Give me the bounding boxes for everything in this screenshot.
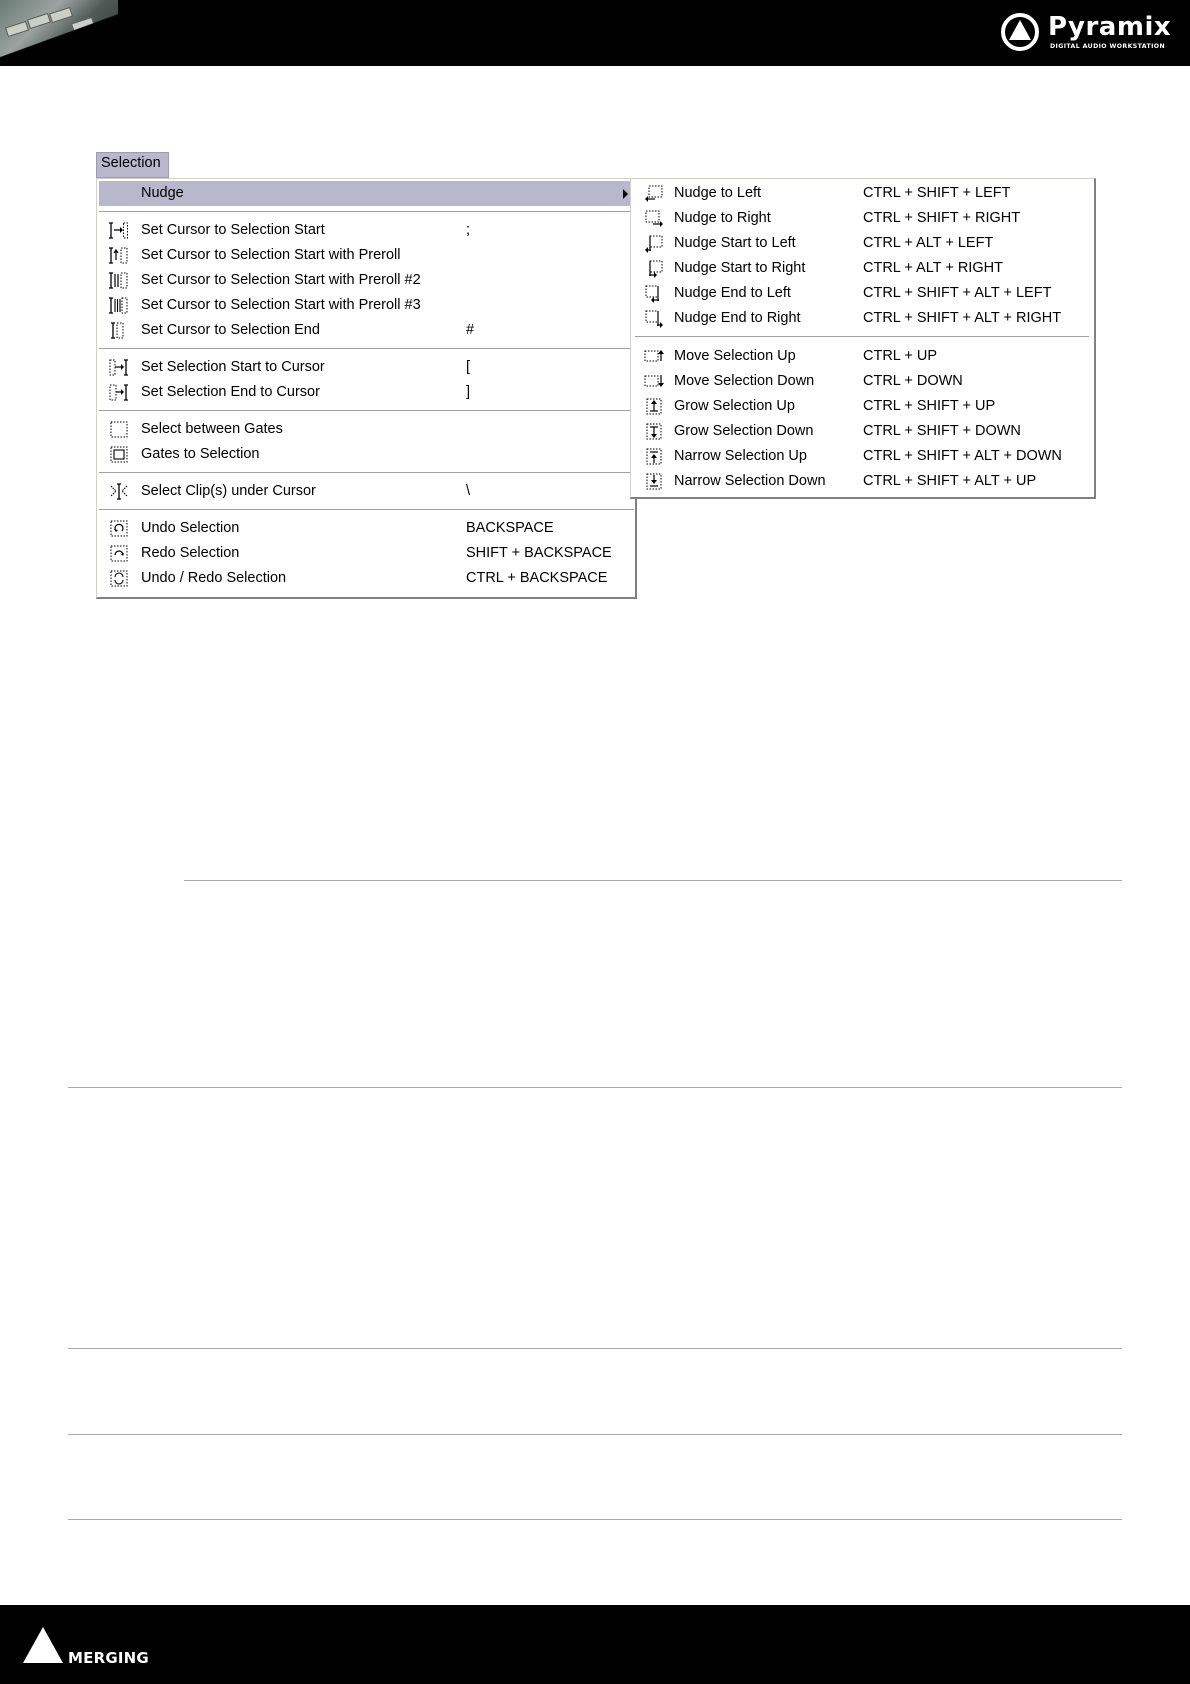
menu-item-label: Set Selection Start to Cursor bbox=[141, 359, 325, 375]
menu-item-shortcut: SHIFT + BACKSPACE bbox=[466, 545, 612, 561]
submenu-separator bbox=[635, 336, 1089, 338]
submenu-item-shortcut: CTRL + ALT + RIGHT bbox=[863, 260, 1003, 276]
page-rule bbox=[184, 880, 1122, 881]
select-between-gates-icon bbox=[109, 420, 129, 439]
menu-item-select-clips-under-cursor[interactable] bbox=[99, 479, 634, 504]
menu-item-label: Undo / Redo Selection bbox=[141, 570, 287, 586]
gates-to-selection-icon bbox=[109, 445, 129, 464]
nudge-start-left-icon bbox=[644, 234, 664, 253]
page-rule bbox=[68, 1519, 1122, 1520]
mixing-console-photo bbox=[0, 0, 118, 60]
menu-item-redo-selection[interactable] bbox=[99, 541, 634, 566]
selection-start-to-cursor-icon bbox=[109, 358, 129, 377]
move-selection-down-icon bbox=[644, 372, 664, 391]
submenu-item-shortcut: CTRL + ALT + LEFT bbox=[863, 235, 994, 251]
menu-item-set-cursor-to-selection-start-with-preroll-3[interactable] bbox=[99, 293, 634, 318]
submenu-item-shortcut: CTRL + SHIFT + ALT + RIGHT bbox=[863, 310, 1062, 326]
submenu-item-nudge-start-to-right[interactable] bbox=[633, 256, 1093, 281]
menu-item-label: Gates to Selection bbox=[141, 446, 260, 462]
submenu-item-move-selection-up[interactable] bbox=[633, 344, 1093, 369]
brand-name: Pyramix bbox=[1048, 12, 1172, 42]
merging-triangle-icon bbox=[22, 1625, 64, 1665]
cursor-to-start-icon bbox=[109, 221, 129, 240]
cursor-to-start-preroll-2-icon bbox=[109, 271, 129, 290]
page-rule bbox=[68, 1087, 1122, 1088]
menu-item-label: Set Cursor to Selection Start with Preroll #3 bbox=[141, 297, 421, 313]
menu-item-set-cursor-to-selection-start[interactable] bbox=[99, 218, 634, 243]
submenu-item-shortcut: CTRL + SHIFT + ALT + DOWN bbox=[863, 448, 1062, 464]
brand-tagline: DIGITAL AUDIO WORKSTATION bbox=[1050, 43, 1166, 50]
cursor-to-start-preroll-3-icon bbox=[109, 296, 129, 315]
menu-item-shortcut: CTRL + BACKSPACE bbox=[466, 570, 608, 586]
menu-item-shortcut: # bbox=[466, 322, 475, 338]
submenu-item-nudge-to-left[interactable] bbox=[633, 181, 1093, 206]
submenu-item-nudge-to-right[interactable] bbox=[633, 206, 1093, 231]
menu-item-set-selection-end-to-cursor[interactable] bbox=[99, 380, 634, 405]
menu-separator bbox=[99, 211, 634, 213]
selection-menu bbox=[96, 178, 637, 599]
cursor-to-end-icon bbox=[109, 321, 129, 340]
menu-item-label: Select between Gates bbox=[141, 421, 283, 437]
submenu-item-label: Nudge End to Right bbox=[674, 310, 801, 326]
submenu-item-shortcut: CTRL + SHIFT + RIGHT bbox=[863, 210, 1021, 226]
menu-separator bbox=[99, 410, 634, 412]
menu-separator bbox=[99, 472, 634, 474]
undo-selection-icon bbox=[109, 519, 129, 538]
grow-selection-down-icon bbox=[644, 422, 664, 441]
menu-item-shortcut: BACKSPACE bbox=[466, 520, 554, 536]
submenu-item-nudge-end-to-left[interactable] bbox=[633, 281, 1093, 306]
submenu-item-narrow-selection-up[interactable] bbox=[633, 444, 1093, 469]
submenu-item-shortcut: CTRL + SHIFT + UP bbox=[863, 398, 996, 414]
submenu-item-label: Nudge to Left bbox=[674, 185, 762, 201]
submenu-item-shortcut: CTRL + SHIFT + ALT + UP bbox=[863, 473, 1037, 489]
menu-item-label: Set Cursor to Selection Start bbox=[141, 222, 325, 238]
menu-item-nudge[interactable] bbox=[99, 181, 634, 206]
menu-item-select-between-gates[interactable] bbox=[99, 417, 634, 442]
menu-separator bbox=[99, 348, 634, 350]
submenu-item-label: Narrow Selection Up bbox=[674, 448, 807, 464]
menu-item-label: Select Clip(s) under Cursor bbox=[141, 483, 316, 499]
submenu-item-shortcut: CTRL + SHIFT + ALT + LEFT bbox=[863, 285, 1052, 301]
menu-item-label: Redo Selection bbox=[141, 545, 240, 561]
menu-item-undo-selection[interactable] bbox=[99, 516, 634, 541]
submenu-item-label: Nudge End to Left bbox=[674, 285, 791, 301]
redo-selection-icon bbox=[109, 544, 129, 563]
menu-item-label: Nudge bbox=[141, 185, 184, 201]
submenu-item-label: Nudge to Right bbox=[674, 210, 771, 226]
pyramix-emblem-icon bbox=[1000, 12, 1040, 52]
merging-logo-text: MERGING bbox=[68, 1649, 149, 1667]
cursor-to-start-preroll-icon bbox=[109, 246, 129, 265]
submenu-item-shortcut: CTRL + DOWN bbox=[863, 373, 963, 389]
pyramix-logo bbox=[1000, 12, 1176, 56]
menu-item-label: Set Cursor to Selection End bbox=[141, 322, 320, 338]
nudge-left-icon bbox=[644, 184, 664, 203]
submenu-item-nudge-start-to-left[interactable] bbox=[633, 231, 1093, 256]
submenu-item-nudge-end-to-right[interactable] bbox=[633, 306, 1093, 331]
page-rule bbox=[68, 1434, 1122, 1435]
narrow-selection-up-icon bbox=[644, 447, 664, 466]
submenu-item-label: Nudge Start to Right bbox=[674, 260, 806, 276]
page-footer bbox=[0, 1605, 1190, 1684]
page-rule bbox=[68, 1348, 1122, 1349]
nudge-start-right-icon bbox=[644, 259, 664, 278]
menu-item-gates-to-selection[interactable] bbox=[99, 442, 634, 467]
submenu-item-narrow-selection-down[interactable] bbox=[633, 469, 1093, 494]
selection-end-to-cursor-icon bbox=[109, 383, 129, 402]
nudge-right-icon bbox=[644, 209, 664, 228]
nudge-submenu bbox=[630, 178, 1096, 499]
menu-item-set-selection-start-to-cursor[interactable] bbox=[99, 355, 634, 380]
menu-item-set-cursor-to-selection-end[interactable] bbox=[99, 318, 634, 343]
menu-item-label: Set Cursor to Selection Start with Preroll bbox=[141, 247, 401, 263]
menu-item-set-cursor-to-selection-start-with-preroll-2[interactable] bbox=[99, 268, 634, 293]
menu-item-shortcut: ] bbox=[466, 384, 471, 400]
submenu-item-label: Narrow Selection Down bbox=[674, 473, 826, 489]
move-selection-up-icon bbox=[644, 347, 664, 366]
submenu-item-label: Grow Selection Down bbox=[674, 423, 814, 439]
nudge-end-left-icon bbox=[644, 284, 664, 303]
narrow-selection-down-icon bbox=[644, 472, 664, 491]
menu-item-shortcut: ; bbox=[466, 222, 471, 238]
page-header bbox=[0, 0, 1190, 66]
submenu-item-grow-selection-up[interactable] bbox=[633, 394, 1093, 419]
menu-item-set-cursor-to-selection-start-with-preroll[interactable] bbox=[99, 243, 634, 268]
undo-redo-selection-icon bbox=[109, 569, 129, 588]
menu-item-undo-redo-selection[interactable] bbox=[99, 566, 634, 591]
submenu-item-shortcut: CTRL + UP bbox=[863, 348, 937, 364]
grow-selection-up-icon bbox=[644, 397, 664, 416]
menu-separator bbox=[99, 509, 634, 511]
menu-item-label: Undo Selection bbox=[141, 520, 240, 536]
submenu-item-label: Grow Selection Up bbox=[674, 398, 795, 414]
nudge-end-right-icon bbox=[644, 309, 664, 328]
submenu-item-label: Nudge Start to Left bbox=[674, 235, 796, 251]
menu-item-shortcut: \ bbox=[466, 483, 471, 499]
submenu-item-label: Move Selection Up bbox=[674, 348, 796, 364]
submenu-item-shortcut: CTRL + SHIFT + DOWN bbox=[863, 423, 1021, 439]
submenu-item-shortcut: CTRL + SHIFT + LEFT bbox=[863, 185, 1011, 201]
select-clips-under-cursor-icon bbox=[109, 482, 129, 501]
submenu-arrow-icon bbox=[623, 189, 628, 199]
menu-item-shortcut: [ bbox=[466, 359, 471, 375]
menu-item-label: Set Selection End to Cursor bbox=[141, 384, 320, 400]
submenu-item-grow-selection-down[interactable] bbox=[633, 419, 1093, 444]
menu-item-label: Set Cursor to Selection Start with Preroll #2 bbox=[141, 272, 421, 288]
submenu-item-move-selection-down[interactable] bbox=[633, 369, 1093, 394]
menu-title-selection[interactable]: Selection bbox=[96, 152, 169, 178]
submenu-item-label: Move Selection Down bbox=[674, 373, 815, 389]
